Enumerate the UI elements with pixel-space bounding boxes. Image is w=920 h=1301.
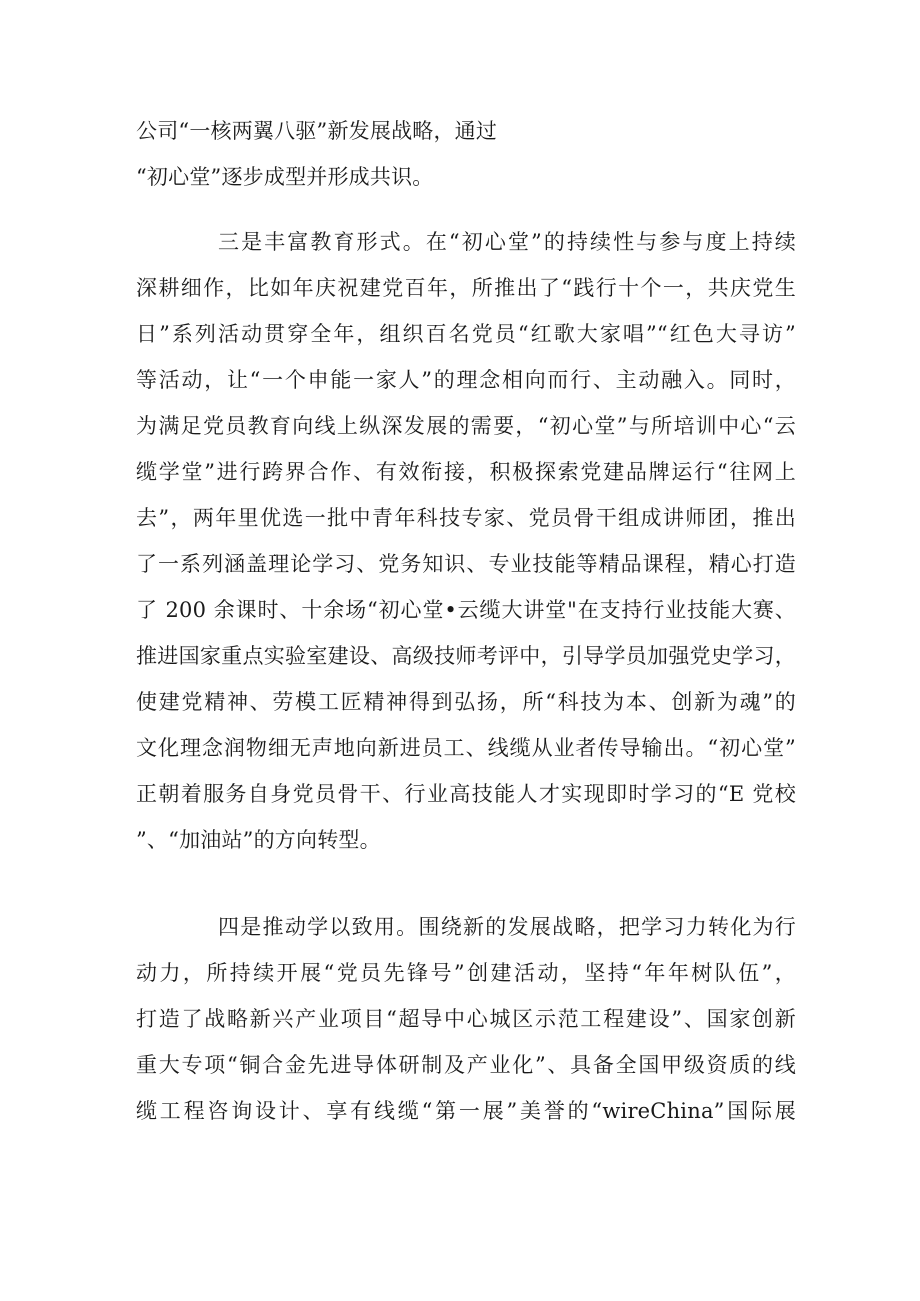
section4-line-3: 打造了战略新兴产业项目“超导中心城区示范工程建设”、国家创新: [136, 1007, 796, 1031]
section4-line-5: 缆工程咨询设计、享有线缆“第一展”美誉的“wireChina”国际展: [136, 1099, 796, 1123]
section3-line-4: 等活动，让“一个申能一家人”的理念相向而行、主动融入。同时，: [136, 368, 796, 392]
section4-line-1: 四是推动学以致用。围绕新的发展战略，把学习力转化为行: [218, 915, 796, 939]
section3-line-8: 了一系列涵盖理论学习、党务知识、专业技能等精品课程，精心打造: [136, 552, 796, 576]
section3-line-1: 三是丰富教育形式。在“初心堂”的持续性与参与度上持续: [218, 230, 796, 254]
section3-line-2: 深耕细作，比如年庆祝建党百年，所推出了“践行十个一，共庆党生: [136, 276, 796, 300]
section3-line-3: 日”系列活动贯穿全年，组织百名党员“红歌大家唱”“红色大寻访”: [136, 322, 796, 346]
section3-line-13: 正朝着服务自身党员骨干、行业高技能人才实现即时学习的“E 党校: [136, 782, 796, 806]
section3-line-12: 文化理念润物细无声地向新进员工、线缆从业者传导输出。“初心堂”: [136, 736, 796, 760]
section3-line-10: 推进国家重点实验室建设、高级技师考评中，引导学员加强党史学习，: [136, 644, 796, 668]
intro-line-2: “初心堂”逐步成型并形成共识。: [136, 165, 434, 189]
section3-line-11: 使建党精神、劳模工匠精神得到弘扬，所“科技为本、创新为魂”的: [136, 690, 796, 714]
section3-line-5: 为满足党员教育向线上纵深发展的需要，“初心堂”与所培训中心“云: [136, 414, 796, 438]
section3-line-6: 缆学堂”进行跨界合作、有效衔接，积极探索党建品牌运行“往网上: [136, 460, 796, 484]
section4-line-4: 重大专项“铜合金先进导体研制及产业化”、具备全国甲级资质的线: [136, 1053, 796, 1077]
section3-line-14: ”、“加油站”的方向转型。: [136, 828, 381, 852]
section3-line-9: 了 200 余课时、十余场“初心堂•云缆大讲堂"在支持行业技能大赛、: [136, 598, 796, 622]
intro-line-1: 公司“一核两翼八驱”新发展战略，通过: [136, 119, 498, 143]
section4-line-2: 动力，所持续开展“党员先锋号”创建活动，坚持“年年树队伍”，: [136, 961, 796, 985]
section3-line-7: 去”，两年里优选一批中青年科技专家、党员骨干组成讲师团，推出: [136, 506, 796, 530]
